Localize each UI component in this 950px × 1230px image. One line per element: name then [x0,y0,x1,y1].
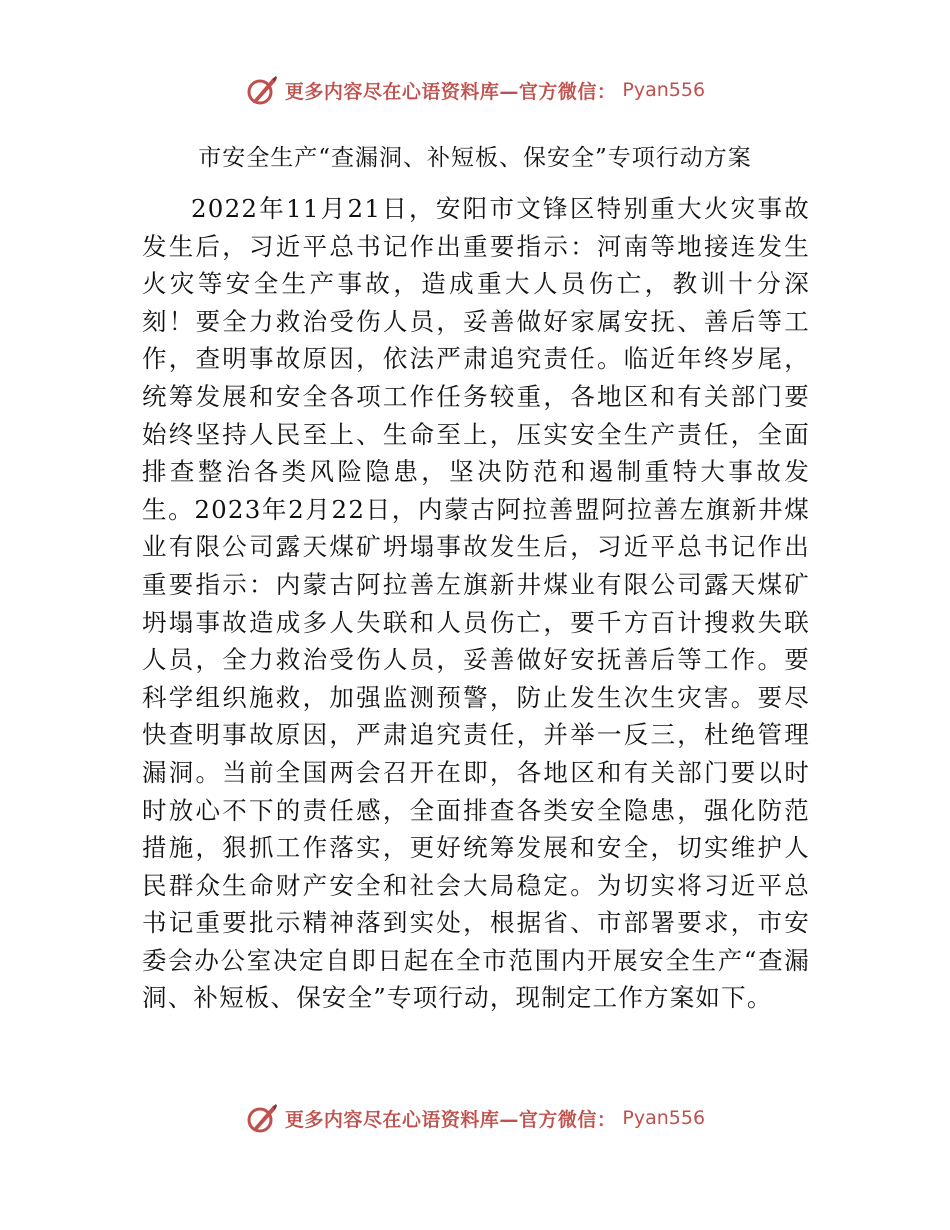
watermark-text: 更多内容尽在心语资料库—官方微信： [284,1108,617,1131]
watermark-wechat-id: Pyan556 [622,79,706,101]
quill-pen-logo-icon [245,73,279,107]
body-paragraph: 2022年11月21日，安阳市文锋区特别重大火灾事故发生后，习近平总书记作出重要指示：河南等地接连发生火灾等安全生产事故，造成重大人员伤亡，教训十分深刻！要全力救治受伤人员，妥善做好家属安抚、善后等工作，查明事故原因，依法严肃追究责任。临近年终岁尾，统筹发展和安全各项工作任务较重，各地区和有关部门要始终坚持人民至上、生命至上，压实安全生产责任，全面排查整治各类风险隐患，坚决防范和遏制重特大事故发生。2023年2月22日，内蒙古阿拉善盟阿拉善左旗新井煤业有限公司露天煤矿坍塌事故发生后，习近平总书记作出重要指示：内蒙古阿拉善左旗新井煤业有限公司露天煤矿坍塌事故造成多人失联和人员伤亡，要千方百计搜救失联人员，全力救治受伤人员，妥善做好安抚善后等工作。要科学组织施救，加强监测预警，防止发生次生灾害。要尽快查明事故原因，严肃追究责任，并举一反三，杜绝管理漏洞。当前全国两会召开在即，各地区和有关部门要以时时放心不下的责任感，全面排查各类安全隐患，强化防范措施，狠抓工作落实，更好统筹发展和安全，切实维护人民群众生命财产安全和社会大局稳定。为切实将习近平总书记重要批示精神落到实处，根据省、市部署要求，市安委会办公室决定自即日起在全市范围内开展安全生产“查漏洞、补短板、保安全”专项行动，现制定工作方案如下。 [142,194,810,1013]
watermark-wechat-id: Pyan556 [622,1107,706,1129]
watermark-text: 更多内容尽在心语资料库—官方微信： [284,80,617,103]
watermark-footer [0,1098,950,1138]
quill-pen-logo-icon [245,1101,279,1135]
watermark-header [0,70,950,110]
document-title: 市安全生产“查漏洞、补短板、保安全”专项行动方案 [198,145,752,171]
